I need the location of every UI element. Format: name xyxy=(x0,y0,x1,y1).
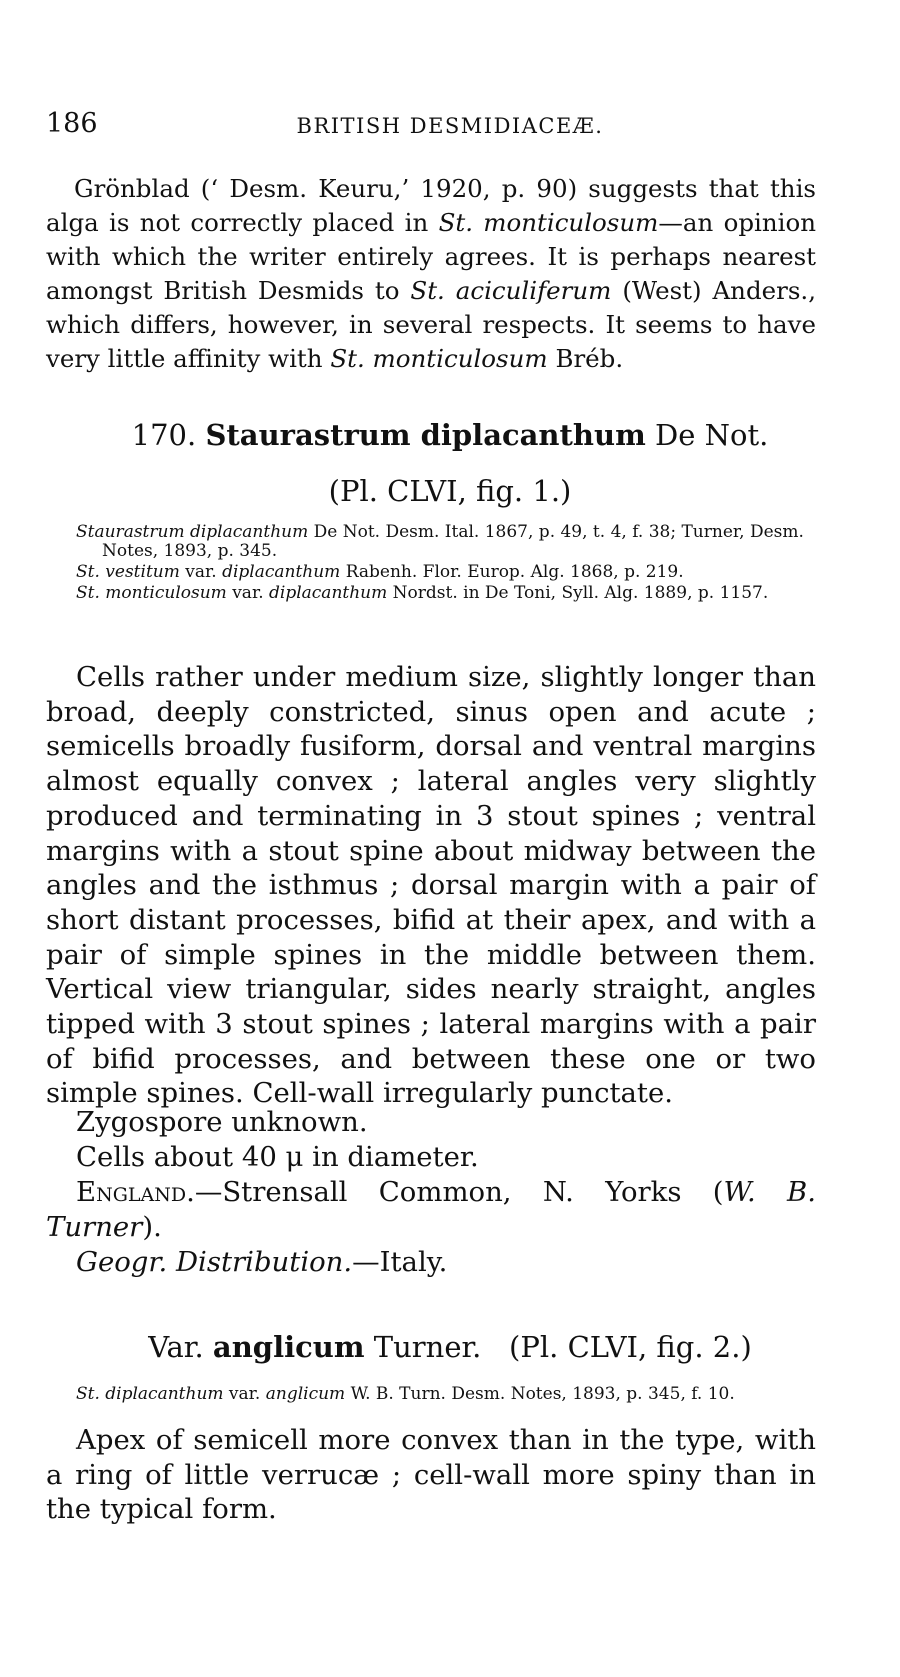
intro-text-1: Grönblad (‘ Desm. Keuru,’ 1920, p. 90) suggests that this alga is not correctly placed in xyxy=(46,174,816,237)
species-author: De Not. xyxy=(654,418,769,452)
distribution-label: Geogr. Distribution. xyxy=(76,1246,353,1278)
variety-ref-citation: W. B. Turn. Desm. Notes, 1893, p. 345, f. 10. xyxy=(345,1384,735,1404)
locality-england xyxy=(46,1175,816,1244)
species-heading xyxy=(0,418,900,452)
locality-text: —Strensall Common, N. Yorks ( xyxy=(194,1176,724,1208)
variety-ref-rank: var. xyxy=(223,1384,266,1404)
reference-variety: diplacanthum xyxy=(222,562,341,582)
synonymy-references xyxy=(76,523,816,605)
locality-label: England. xyxy=(76,1176,195,1208)
page-header xyxy=(46,108,854,148)
intro-text-2: —an opinion with which the writer entirely agrees. It is perhaps nearest amongst British Desmids to xyxy=(46,208,816,305)
reference-taxon: St. vestitum xyxy=(76,562,180,582)
locality-close: ). xyxy=(142,1210,162,1243)
variety-ref-taxon: St. diplacanthum xyxy=(76,1384,224,1404)
intro-taxon-1: St. monticulosum xyxy=(438,208,659,237)
intro-taxon-2: St. aciculiferum xyxy=(410,276,612,305)
cell-size-note: Cells about 40 μ in diameter. xyxy=(76,1141,479,1173)
reference-variety: diplacanthum xyxy=(269,583,388,603)
reference-entry xyxy=(76,563,816,582)
reference-taxon: St. monticulosum xyxy=(76,583,227,603)
reference-taxon: Staurastrum diplacanthum xyxy=(76,522,309,542)
zygospore-note: Zygospore unknown. xyxy=(76,1106,368,1138)
intro-taxon-3: St. monticulosum xyxy=(330,344,548,373)
variety-name: anglicum xyxy=(212,1330,365,1364)
distribution-text: —Italy. xyxy=(352,1246,448,1278)
species-description: Cells rather under medium size, slightly longer than broad, deeply constricted, sinus open and acute ; semicells broadly fusiform, dorsal and ventral margins almost equally convex ; lateral angles very slightly produced and terminating in 3 stout spines ; ventral margins with a stout spine about midway between the angles and the isthmus ; dorsal margin with a pair of short distant processes, bifid at their apex, and with a pair of simple spines in the middle between them. Vertical view triangular, sides nearly straight, angles tipped with 3 stout spines ; lateral margins with a pair of bifid processes, and between these one or two simple spines. Cell-wall irregularly punctate. xyxy=(46,661,816,1110)
reference-rank: var. xyxy=(226,583,270,603)
reference-citation: Nordst. in De Toni, Syll. Alg. 1889, p. 1157. xyxy=(387,583,769,603)
page-number: 186 xyxy=(46,108,98,139)
locality-collector: W. B. Turner xyxy=(46,1176,816,1243)
running-title: BRITISH DESMIDIACEÆ. xyxy=(296,114,604,138)
reference-citation: De Not. Desm. Ital. 1867, p. 49, t. 4, f. 38; Turner, Desm. Notes, 1893, p. 345. xyxy=(102,522,804,561)
variety-reference xyxy=(76,1384,816,1404)
species-plate-reference: (Pl. CLVI, fig. 1.) xyxy=(328,474,572,508)
variety-prefix: Var. xyxy=(148,1330,204,1364)
species-name: Staurastrum diplacanthum xyxy=(205,418,646,452)
variety-description: Apex of semicell more convex than in the type, with a ring of little verrucæ ; cell-wall more spiny than in the typical form. xyxy=(46,1424,816,1526)
variety-ref-variety: anglicum xyxy=(265,1384,346,1404)
intro-paragraph xyxy=(46,172,816,376)
reference-rank: var. xyxy=(179,562,223,582)
species-number: 170. xyxy=(131,418,197,452)
variety-author: Turner. xyxy=(373,1330,482,1364)
reference-entry xyxy=(76,584,816,603)
variety-heading xyxy=(0,1330,900,1364)
intro-text-3: (West) Anders., which differs, however, in several respects. It seems to have very little affinity with xyxy=(46,276,817,373)
intro-text-4: Bréb. xyxy=(547,344,624,373)
reference-citation: Rabenh. Flor. Europ. Alg. 1868, p. 219. xyxy=(340,562,684,582)
geographic-distribution xyxy=(76,1245,816,1280)
reference-entry xyxy=(76,523,816,561)
variety-plate-reference: (Pl. CLVI, fig. 2.) xyxy=(509,1330,752,1364)
